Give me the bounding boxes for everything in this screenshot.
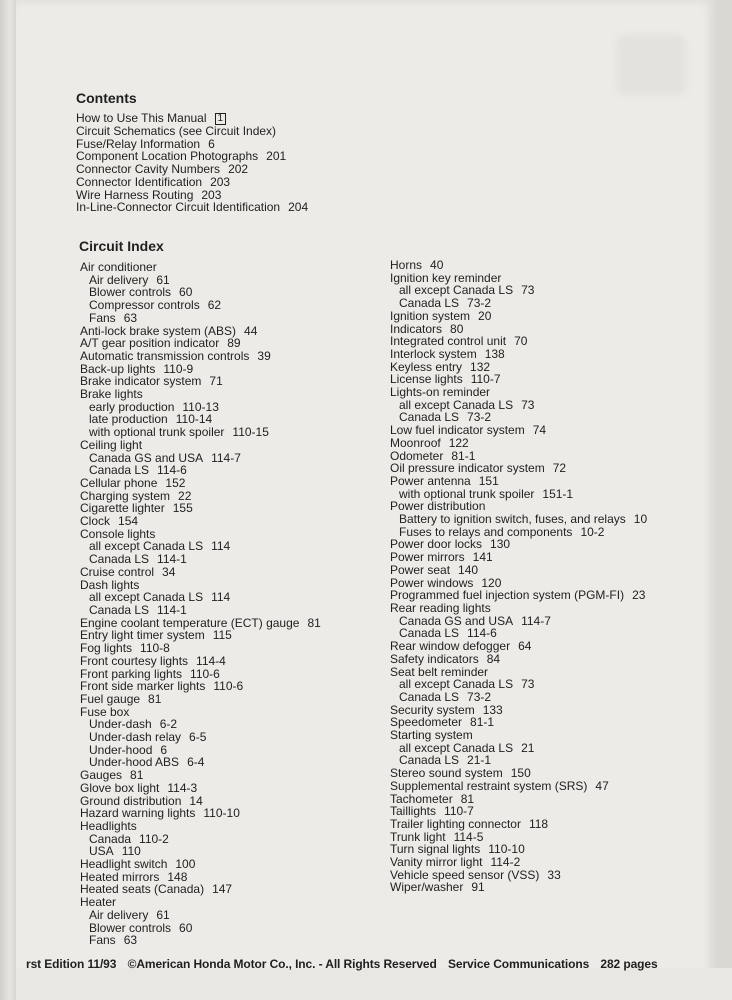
index-entry-page: 130 [490,537,511,552]
index-entry-label: Canada LS [399,626,460,641]
index-entry-label: all except Canada LS [399,283,514,298]
index-entry-label: Fans [89,310,116,325]
index-entry-page: 114-1 [157,602,187,617]
index-entry-label: Cigarette lighter [80,501,165,516]
index-entry-label: Trunk light [390,829,446,844]
index-entry-label: late production [89,412,168,427]
index-entry-page: 110-15 [232,425,269,440]
index-entry-label: Engine coolant temperature (ECT) gauge [80,615,300,630]
index-entry-label: Canada [89,831,132,846]
index-entry-page: 6-4 [187,755,205,770]
index-entry-label: Horns [390,258,423,272]
index-entry-page: 40 [430,258,444,272]
index-entry-label: Air delivery [89,272,149,287]
index-entry-page: 114-1 [157,552,187,567]
index-entry-label: Fuses to relays and components [399,524,573,539]
index-entry-label: Interlock system [390,346,477,361]
index-entry-label: Ground distribution [80,793,182,808]
page-binding-edge [0,0,16,1000]
index-entry-page: 64 [518,639,532,654]
index-entry-label: Canada GS and USA [89,450,204,465]
index-entry-label: Integrated control unit [390,334,507,349]
index-entry-label: Moonroof [390,435,441,450]
index-entry-page: 73 [521,397,535,412]
circuit-index-title: Circuit Index [79,238,164,254]
contents-item-label: Circuit Schematics (see Circuit Index) [76,124,277,138]
contents-item-page: 203 [201,187,222,202]
index-entry-page: 147 [212,882,233,897]
index-entry-page: 110-10 [203,806,240,821]
index-entry-page: 114 [211,539,231,554]
index-entry-label: all except Canada LS [399,740,514,755]
index-entry-page: 110-9 [163,361,194,376]
index-entry-page: 62 [207,298,222,313]
index-entry-label: Lights-on reminder [390,385,491,400]
index-entry-label: Air delivery [89,907,149,922]
index-entry-label: Power windows [390,575,474,590]
index-entry-page: 10 [633,512,648,527]
circuit-index-right-column [390,259,710,894]
index-entry-page: 152 [165,475,186,490]
index-entry-page: 118 [528,816,549,831]
publisher-text: Service Communications [447,957,590,971]
index-entry-label: Brake lights [80,387,143,402]
index-entry-label: Canada LS [89,552,150,567]
index-entry-label: Back-up lights [80,361,156,376]
index-entry-page: 80 [450,321,464,336]
index-entry-label: Vehicle speed sensor (VSS) [390,867,540,882]
index-entry-page: 61 [156,907,170,922]
index-entry-label: early production [89,399,175,414]
index-entry-label: Fans [89,933,116,948]
circuit-index-left-column [80,261,380,947]
index-entry-label: Under-dash [89,717,152,732]
index-entry-label: all except Canada LS [89,539,204,554]
index-entry-label: Canada LS [89,602,150,617]
index-entry-page: 150 [510,766,531,781]
index-entry-label: Anti-lock brake system (ABS) [80,323,237,338]
index-entry-label: Turn signal lights [390,842,481,857]
index-entry-label: Heated mirrors [80,869,160,884]
index-entry-page: 110-10 [488,842,525,857]
index-entry-label: Canada GS and USA [399,613,514,628]
index-entry-page: 21-1 [467,753,492,768]
index-entry-page: 155 [172,501,193,516]
contents-item-page: 202 [228,162,249,177]
index-entry-label: Vanity mirror light [390,855,483,870]
index-entry-page: 73-2 [467,296,492,311]
contents-item-label: Connector Identification [76,174,203,189]
index-entry-label: Taillights [390,804,437,819]
index-entry-label: Charging system [80,488,171,503]
contents-item-label: Wire Harness Routing [76,187,194,202]
index-entry-label: Odometer [390,448,444,463]
index-entry-page: 114-4 [196,653,226,668]
index-entry-page: 122 [448,435,469,450]
index-entry-page: 20 [478,308,492,323]
index-entry-page: 154 [118,514,139,529]
contents-item-label: In-Line-Connector Circuit Identification [76,200,281,215]
index-entry-label: Fog lights [80,641,133,656]
index-entry-label: Under-hood ABS [89,755,180,770]
index-entry-page: 110-7 [470,372,501,387]
page-shadow-mark [616,35,686,95]
index-entry-page: 120 [481,575,502,590]
index-entry-label: Security system [390,702,475,717]
index-entry-page: 63 [123,933,138,948]
index-entry-page: 81-1 [470,715,495,730]
index-entry-label: Console lights [80,526,156,541]
index-entry-label: Front courtesy lights [80,653,189,668]
index-entry-label: Programmed fuel injection system (PGM-FI) [390,588,625,603]
index-entry-label: Wiper/washer [390,880,464,895]
index-entry-page: 47 [595,778,609,793]
index-entry-label: Compressor controls [89,298,200,313]
index-entry [390,793,710,806]
index-entry-page: 81 [148,691,162,706]
index-entry-page: 132 [470,359,491,374]
index-entry-label: Entry light timer system [80,628,205,643]
index-entry-label: Indicators [390,321,443,336]
index-entry-page: 14 [189,793,203,808]
index-entry-label: Power antenna [390,473,471,488]
index-entry-label: A/T gear position indicator [80,336,220,351]
index-entry-label: Fuel gauge [80,691,141,706]
index-entry-page: 114-5 [453,829,484,844]
index-entry-page: 110-13 [182,399,219,414]
index-entry-page: 110-7 [444,804,474,819]
index-entry-page: 140 [458,562,479,577]
index-entry-page: 84 [486,651,501,666]
index-entry [80,934,380,947]
index-entry-label: Speedometer [390,715,463,730]
index-entry-label: all except Canada LS [399,677,514,692]
index-entry-page: 73 [521,283,535,298]
index-entry-label: Stereo sound system [390,766,503,781]
index-entry-page: 110-8 [140,641,170,656]
index-entry-label: Keyless entry [390,359,463,374]
page-bottom-strip [16,968,732,1000]
index-entry-label: Headlight switch [80,857,168,872]
index-entry-page: 70 [514,334,528,349]
index-entry-page: 6-2 [159,717,178,732]
index-entry-label: Air conditioner [80,260,157,274]
index-entry-page: 10-2 [580,524,605,539]
contents-title: Contents [76,90,137,106]
index-entry-page: 110-14 [175,412,213,427]
index-entry-page: 114 [211,590,231,605]
index-entry-page: 81 [307,615,321,630]
index-entry-page: 148 [167,869,188,884]
index-entry-label: Canada LS [89,463,150,478]
index-entry-page: 110-2 [139,831,169,846]
index-entry-page: 34 [162,564,176,579]
index-entry-label: Battery to ignition switch, fuses, and relays [399,512,626,527]
index-entry-label: Power seat [390,562,451,577]
edition-text: rst Edition 11/93 [26,957,117,971]
index-entry-label: Cellular phone [80,475,158,490]
index-entry-page: 114-6 [157,463,187,478]
contents-section [76,90,406,214]
index-entry-label: Ignition system [390,308,471,323]
index-entry-page: 115 [212,628,232,643]
index-entry-label: Blower controls [89,285,172,300]
index-entry-page: 44 [244,323,258,338]
index-entry-page: 73-2 [467,410,492,425]
index-entry-page: 33 [547,867,561,882]
index-entry-page: 114-7 [211,450,241,465]
contents-item-page: 204 [288,200,309,215]
index-entry-label: Ignition key reminder [390,270,502,285]
index-entry-page: 114-6 [467,626,497,641]
index-entry-label: Supplemental restraint system (SRS) [390,778,588,793]
index-entry-page: 73-2 [467,689,492,704]
index-entry-label: Headlights [80,818,137,833]
index-entry-page: 91 [471,880,485,895]
index-entry-label: Power mirrors [390,550,465,565]
index-entry-label: Low fuel indicator system [390,423,525,438]
index-entry-label: Fuse box [80,704,130,719]
index-entry-label: Hazard warning lights [80,806,196,821]
index-entry-label: Gauges [80,768,123,783]
index-entry-label: Safety indicators [390,651,479,666]
index-entry [80,883,380,896]
contents-item [76,201,406,214]
index-entry-page: 61 [156,272,170,287]
index-entry-label: Power distribution [390,499,486,514]
index-entry-label: Under-hood [89,742,153,757]
index-entry-label: Seat belt reminder [390,664,489,679]
index-entry-page: 81 [130,768,144,783]
index-entry-label: Oil pressure indicator system [390,461,545,476]
index-entry-page: 72 [552,461,567,476]
contents-item-page: 1 [215,113,227,125]
copyright-text: ©American Honda Motor Co., Inc. - All Rights Reserved [127,957,437,971]
index-entry-page: 138 [484,346,505,361]
index-entry-label: Under-dash relay [89,730,182,745]
index-entry-label: Rear reading lights [390,600,491,615]
index-entry-label: Glove box light [80,780,160,795]
index-entry-page: 22 [178,488,192,503]
contents-item-page: 6 [208,136,215,151]
index-entry-label: Canada LS [399,410,460,425]
index-entry-page: 63 [123,310,138,325]
index-entry-page: 60 [179,920,193,935]
index-entry-label: Clock [80,514,111,529]
contents-item-label: Fuse/Relay Information [76,136,201,151]
index-entry-page: 6 [160,742,168,757]
index-entry-label: Power door locks [390,537,483,552]
index-entry-label: Blower controls [89,920,172,935]
index-entry-label: License lights [390,372,463,387]
index-entry-label: all except Canada LS [399,397,514,412]
index-entry-page: 114-3 [167,780,198,795]
index-entry-label: all except Canada LS [89,590,204,605]
index-entry-page: 151-1 [542,486,574,501]
index-entry-page: 110 [121,844,141,859]
index-entry-label: Canada LS [399,753,460,768]
index-entry-label: Front side marker lights [80,679,206,694]
index-entry [80,756,380,769]
index-entry-page: 110-6 [213,679,244,694]
index-entry-label: Automatic transmission controls [80,348,250,363]
index-entry-label: Rear window defogger [390,639,511,654]
index-entry-label: Front parking lights [80,666,183,681]
index-entry-page: 60 [179,285,193,300]
index-entry-label: Starting system [390,728,473,743]
index-entry-page: 21 [521,740,535,755]
index-entry-label: Tachometer [390,791,453,806]
index-entry-label: Dash lights [80,577,140,592]
index-entry-label: Heated seats (Canada) [80,882,205,897]
index-entry [390,881,710,894]
contents-list [76,112,406,214]
index-entry-page: 81 [460,791,475,806]
index-entry-page: 6-5 [189,730,207,745]
index-entry-page: 114-2 [490,855,521,870]
contents-item-page: 203 [210,174,231,189]
index-entry-page: 89 [227,336,241,351]
index-entry-page: 110-6 [190,666,220,681]
index-entry-page: 39 [257,348,271,363]
page-footer [26,957,666,971]
contents-item-label: How to Use This Manual [76,111,207,125]
index-entry-page: 74 [532,423,547,438]
contents-item-page: 201 [266,149,287,164]
index-entry-page: 133 [482,702,503,717]
contents-item-label: Connector Cavity Numbers [76,162,221,177]
index-entry [80,299,380,312]
index-entry-page: 100 [175,857,196,872]
index-entry-label: Ceiling light [80,437,143,452]
index-entry-page: 151 [478,473,499,488]
index-entry-label: Canada LS [399,296,460,311]
index-entry-page: 73 [521,677,535,692]
index-entry-page: 81-1 [451,448,476,463]
index-entry-label: with optional trunk spoiler [399,486,535,501]
index-entry-page: 141 [472,550,493,565]
index-entry-label: Canada LS [399,689,460,704]
index-entry-label: with optional trunk spoiler [89,425,225,440]
index-entry-label: USA [89,844,114,859]
index-entry-label: Cruise control [80,564,155,579]
index-entry-label: Trailer lighting connector [390,816,521,831]
index-entry-label: Heater [80,895,117,910]
index-entry-label: Brake indicator system [80,374,202,389]
index-entry-page: 114-7 [521,613,551,628]
index-entry-page: 71 [209,374,223,389]
contents-item-label: Component Location Photographs [76,149,259,164]
page-count-text: 282 pages [600,957,658,971]
index-entry-page: 23 [632,588,646,603]
